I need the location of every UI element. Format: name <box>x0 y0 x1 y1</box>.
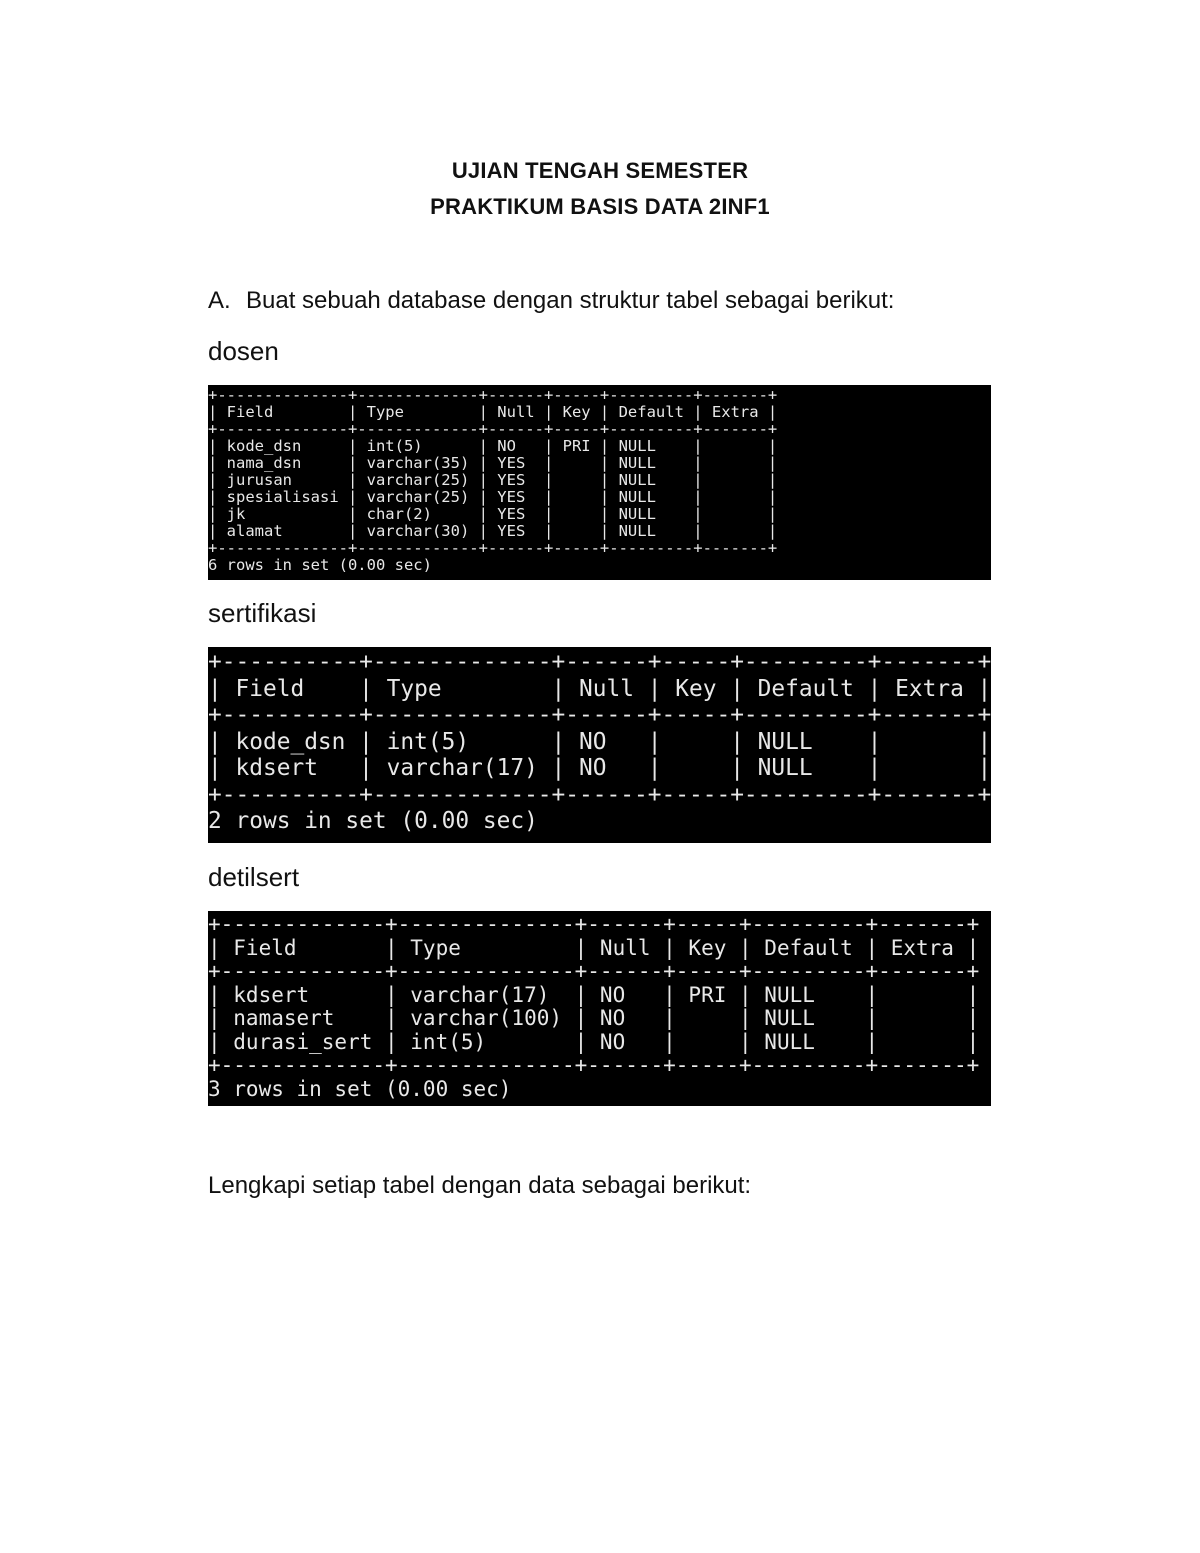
instruction-text: Buat sebuah database dengan struktur tabel sebagai berikut: <box>246 287 895 314</box>
closing-instruction: Lengkapi setiap tabel dengan data sebagai berikut: <box>208 1172 752 1199</box>
instruction <box>208 287 894 315</box>
page-title: UJIAN TENGAH SEMESTER <box>451 158 749 183</box>
terminal-text-dosen: +--------------+-------------+------+-----+---------+-------+ | Field | Type | Null | Key | Default | Extra | +--------------+-------------+------+-----+---------+-------+ | kode_dsn | int(5) | NO | PRI | NULL | | | nama_dsn | varchar(35) | YES | | NULL | | | jurusan | varchar(25) | YES | | NULL | | | spesialisasi | varchar(25) | YES | | NULL | | | jk | char(2) | YES | | NULL | | | alamat | varchar(30) | YES | | NULL | | +--------------+-------------+------+-----+---------+-------+ 6 rows in set (0.00 sec) <box>208 386 778 574</box>
terminal-output-sertifikasi <box>208 647 991 843</box>
terminal-output-dosen <box>208 385 991 580</box>
page-subtitle: PRAKTIKUM BASIS DATA 2INF1 <box>430 194 770 219</box>
table-name-sertifikasi: sertifikasi <box>208 598 317 628</box>
terminal-text-sertifikasi: +----------+-------------+------+-----+---------+-------+ | Field | Type | Null | Key | Default | Extra | +----------+-------------+------+-----+---------+-------+ | kode_dsn | int(5) | NO | | NULL | | | kdsert | varchar(17) | NO | | NULL | | +----------+-------------+------+-----+---------+-------+ 2 rows in set (0.00 sec) <box>208 649 991 834</box>
table-name-detilsert: detilsert <box>208 862 300 892</box>
instruction-number: A. <box>208 287 231 314</box>
table-name-dosen: dosen <box>208 336 279 366</box>
terminal-output-detilsert <box>208 911 991 1106</box>
terminal-text-detilsert: +-------------+--------------+------+-----+---------+-------+ | Field | Type | Null | Key | Default | Extra | +-------------+--------------+------+-----+---------+-------+ | kdsert | varchar(17) | NO | PRI | NULL | | | namasert | varchar(100) | NO | | NULL | | | durasi_sert | int(5) | NO | | NULL | | +-------------+--------------+------+-----+---------+-------+ 3 rows in set (0.00 sec) <box>208 912 980 1101</box>
